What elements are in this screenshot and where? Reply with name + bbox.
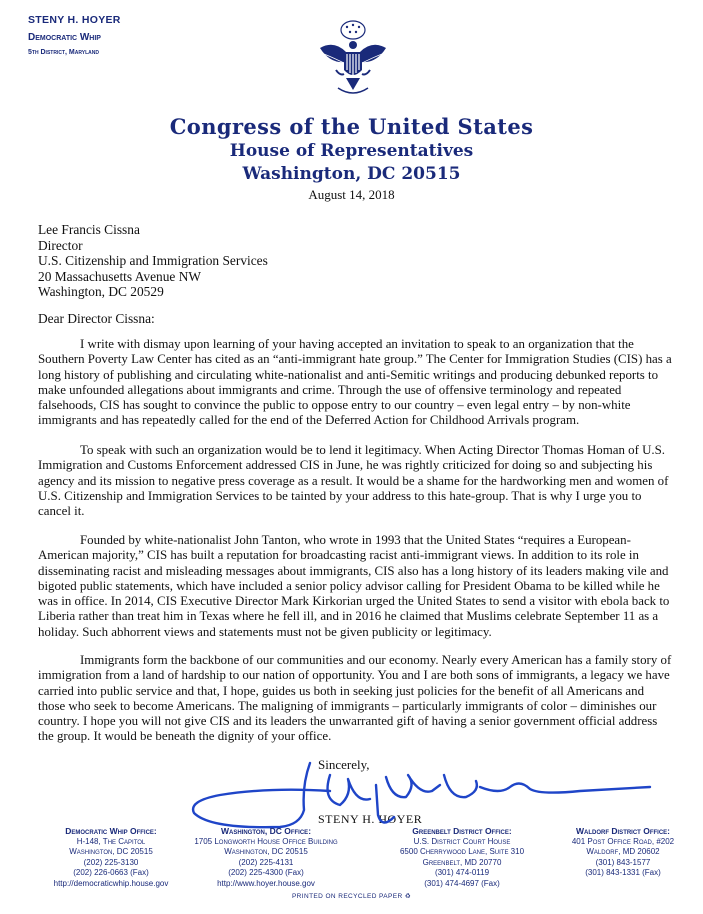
office-washington-title: Washington, DC Office: xyxy=(220,826,312,836)
recipient-title: Director xyxy=(38,237,83,253)
sender-block xyxy=(28,14,121,56)
office-whip-line-1: H-148, The Capitol xyxy=(76,836,146,846)
closing: Sincerely, xyxy=(318,757,370,772)
recipient-street: 20 Massachusetts Avenue NW xyxy=(38,268,202,284)
letterhead-city: Washington, DC 20515 xyxy=(242,164,461,184)
body-paragraph-1: I write with dismay upon learning of your having accepted an invitation to speak to an organization that the Southern Poverty Law Center has cited as an “anti-immigrant hate group.” The Center for Immigration Studies (CIS) has a long history of publishing and circulating white-nationalist and anti-Semitic writings and producing debunked reports to make unfounded allegations about immigrants and crime. Through the use of offensive terminology and repeated falsehoods, CIS has sought to convince the public to oppose entry to our country – even legal entry – by non-white immigrants and has repeatedly called for the end of the Deferred Action for Childhood Arrivals program. xyxy=(38,337,672,428)
recipient-address xyxy=(38,222,268,300)
body-paragraph-4: Immigrants form the backbone of our communities and our economy. Nearly every American has a family story of immigration from a land of hardship to our nation of opportunity. You and I are both sons of immigrants, a legacy we have carried into public service and that, I hope, guides us both in seeking just policies for the benefit of all Americans and those who seek to become Americans. The maligning of immigrants – particularly immigrants of color – diminishes our country. I hope you will not give CIS and its leaders the unwarranted gift of having a senior government official address the group. It would be beneath the dignity of your office. xyxy=(38,653,672,744)
office-whip-line-2: Washington, DC 20515 xyxy=(69,847,153,856)
office-whip xyxy=(26,826,196,889)
office-greenbelt-line-4: (301) 474-0119 xyxy=(434,868,490,877)
recycle-icon: ♻ xyxy=(404,893,412,900)
office-washington xyxy=(186,826,346,889)
recipient-agency: U.S. Citizenship and Immigration Services xyxy=(38,253,268,269)
office-greenbelt-title: Greenbelt District Office: xyxy=(412,826,512,836)
body-paragraph-3: Founded by white-nationalist John Tanton, who wrote in 1993 that the United States “requires a European-American majority,” CIS has built a reputation for broadcasting racist anti-immigrant views. In addition to its role in disseminating racist and misleading messages about immigrants, CIS also has a long history of its leaders making vile and bigoted public statements, which have included a senior policy advisor calling for President Obama to be killed while he was in office. In 2014, CIS Executive Director Mark Kirkorian urged the United States to send a visitor with ebola back to Liberia rather than treat him in Texas where he fell ill, and in 2016 he claimed that Muslims celebrate September 11 as a holiday. Such abhorrent views and statements must not be given publicity or legitimacy. xyxy=(38,533,670,639)
office-greenbelt-line-1: U.S. District Court House xyxy=(413,836,511,846)
salutation: Dear Director Cissna: xyxy=(38,311,155,326)
office-whip-title: Democratic Whip Office: xyxy=(65,826,157,836)
office-washington-line-1: 1705 Longworth House Office Building xyxy=(194,836,338,846)
letterhead-house: House of Representatives xyxy=(229,141,474,161)
office-whip-url[interactable]: http://democraticwhip.house.gov xyxy=(53,878,169,888)
office-washington-url[interactable]: http://www.hoyer.house.gov xyxy=(217,878,315,888)
signature-name: STENY H. HOYER xyxy=(318,812,423,826)
office-waldorf-title: Waldorf District Office: xyxy=(576,826,670,836)
sender-district: 5th District, Maryland xyxy=(28,49,99,56)
office-waldorf-line-1: 401 Post Office Road, #202 xyxy=(571,836,675,846)
office-waldorf xyxy=(548,826,698,879)
recycled-paper-footer xyxy=(0,892,703,900)
letter-date: August 14, 2018 xyxy=(308,187,395,202)
office-washington-line-3: (202) 225-4131 xyxy=(238,857,294,867)
house-seal-eagle-icon xyxy=(316,18,390,100)
recipient-city: Washington, DC 20529 xyxy=(38,284,164,300)
sender-name: STENY H. HOYER xyxy=(28,14,121,26)
office-washington-line-4: (202) 225-4300 (Fax) xyxy=(228,868,304,877)
office-waldorf-line-2: Waldorf, MD 20602 xyxy=(586,847,660,856)
handwritten-signature xyxy=(180,755,670,835)
office-whip-line-3: (202) 225-3130 xyxy=(83,857,139,867)
office-washington-line-2: Washington, DC 20515 xyxy=(224,847,308,856)
body-paragraph-2: To speak with such an organization would be to lend it legitimacy. When Acting Director Thomas Homan of U.S. Immigration and Customs Enforcement addressed CIS in June, he was rightly criticized for doing so and subjecting his agency and its mission to negative press coverage as a result. It would be a shame for the hardworking men and women of U.S. Citizenship and Immigration Services to be tainted by your address to this hate-group. That is why I urge you to cancel it. xyxy=(38,443,669,519)
office-greenbelt-line-2: 6500 Cherrywood Lane, Suite 310 xyxy=(399,847,525,856)
office-waldorf-line-3: (301) 843-1577 xyxy=(595,857,651,867)
office-greenbelt-line-5: (301) 474-4697 (Fax) xyxy=(424,878,500,888)
office-greenbelt xyxy=(382,826,542,889)
recipient-name: Lee Francis Cissna xyxy=(38,222,140,237)
footer-text: PRINTED ON RECYCLED PAPER xyxy=(291,893,403,900)
office-waldorf-line-4: (301) 843-1331 (Fax) xyxy=(585,868,661,877)
office-greenbelt-line-3: Greenbelt, MD 20770 xyxy=(422,857,502,867)
office-whip-line-4: (202) 226-0663 (Fax) xyxy=(73,868,149,877)
letterhead-congress: Congress of the United States xyxy=(169,114,534,139)
sender-title: Democratic Whip xyxy=(28,32,101,43)
